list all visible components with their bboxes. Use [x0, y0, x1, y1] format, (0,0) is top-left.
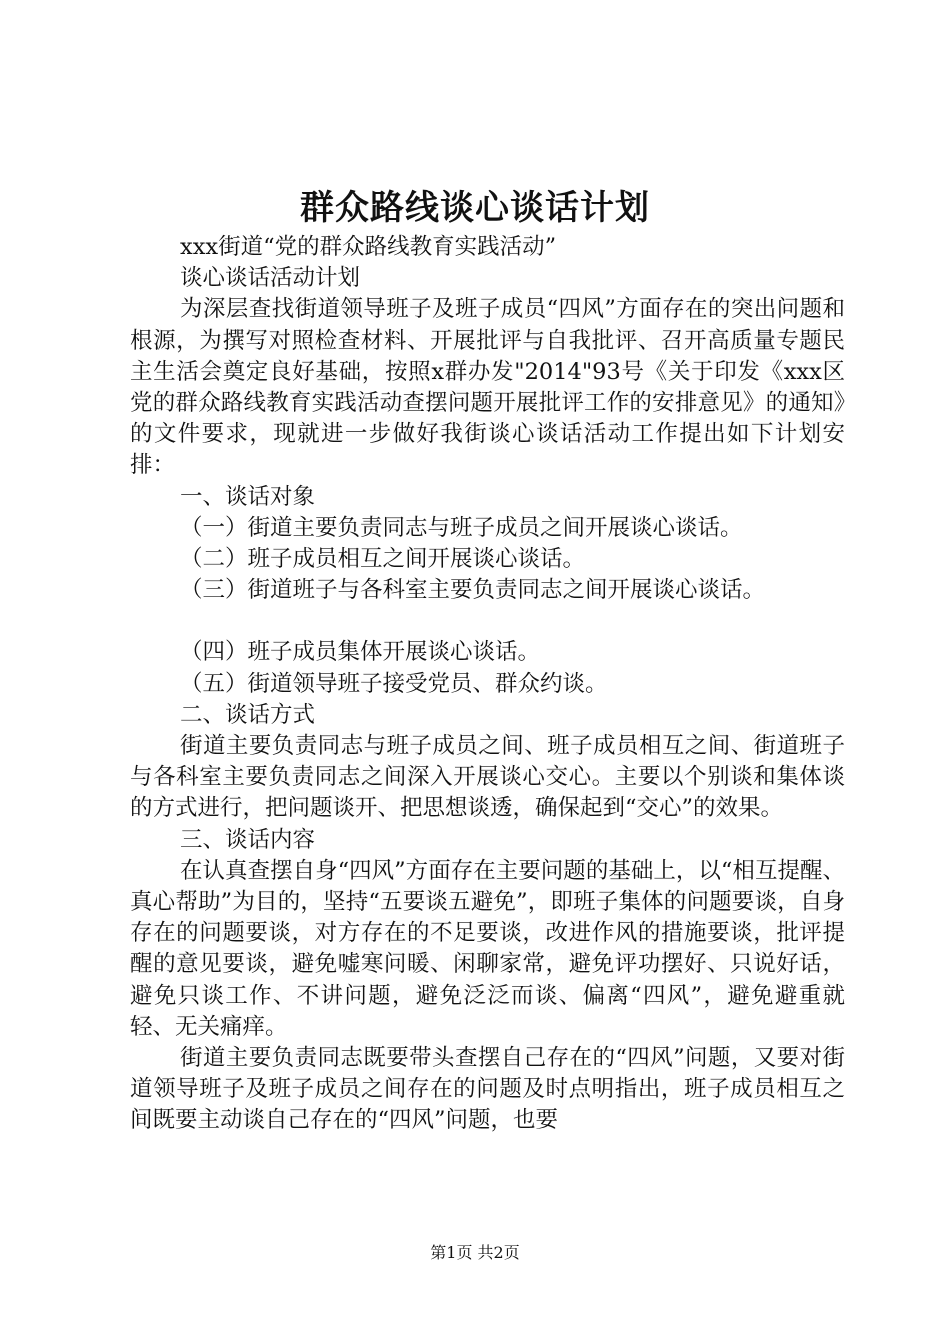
paragraph-method: 街道主要负责同志与班子成员之间、班子成员相互之间、街道班子与各科室主要负责同志之间深入开展谈心交心。主要以个别谈和集体谈的方式进行，把问题谈开、把思想谈透，确保起到“交心”的效果。	[130, 733, 845, 822]
paragraph-continuation: 街道主要负责同志既要带头查摆自己存在的“四风”问题，又要对街道领导班子及班子成员之间存在的问题及时点明指出，班子成员相互之间既要主动谈自己存在的“四风”问题，也要	[130, 1045, 845, 1134]
list-item-5: （五）街道领导班子接受党员、群众约谈。	[180, 670, 608, 697]
list-item-4: （四）班子成员集体开展谈心谈话。	[180, 639, 541, 666]
list-item-3: （三）街道班子与各科室主要负责同志之间开展谈心谈话。	[180, 577, 766, 604]
document-body	[130, 232, 845, 1137]
paragraph-subtitle-2: 谈心谈话活动计划	[180, 265, 361, 292]
section-heading-1: 一、谈话对象	[180, 483, 316, 510]
page-footer: 第1页 共2页	[430, 1243, 520, 1262]
list-item-1: （一）街道主要负责同志与班子成员之间开展谈心谈话。	[180, 514, 743, 541]
list-item-2: （二）班子成员相互之间开展谈心谈话。	[180, 546, 586, 573]
paragraph-content: 在认真查摆自身“四风”方面存在主要问题的基础上，以“相互提醒、真心帮助”为目的，坚持“五要谈五避免”，即班子集体的问题要谈，自身存在的问题要谈，对方存在的不足要谈，改进作风的措施要谈，批评提醒的意见要谈，避免嘘寒问暖、闲聊家常，避免评功摆好、只说好话，避免只谈工作、不讲问题，避免泛泛而谈、偏离“四风”，避免避重就轻、无关痛痒。	[130, 857, 845, 1040]
paragraph-subtitle-1: xxx街道“党的群众路线教育实践活动”	[180, 234, 557, 260]
section-heading-2: 二、谈话方式	[180, 701, 316, 728]
paragraph-intro: 为深层查找街道领导班子及班子成员“四风”方面存在的突出问题和根源，为撰写对照检查材料、开展批评与自我批评、召开高质量专题民主生活会奠定良好基础，按照x群办发"2014"93号《关于印发《xxx区党的群众路线教育实践活动查摆问题开展批评工作的安排意见》的通知》的文件要求，现就进一步做好我街谈心谈话活动工作提出如下计划安排：	[130, 296, 845, 479]
section-heading-3: 三、谈话内容	[180, 826, 316, 853]
document-title: 群众路线谈心谈话计划	[300, 188, 650, 228]
